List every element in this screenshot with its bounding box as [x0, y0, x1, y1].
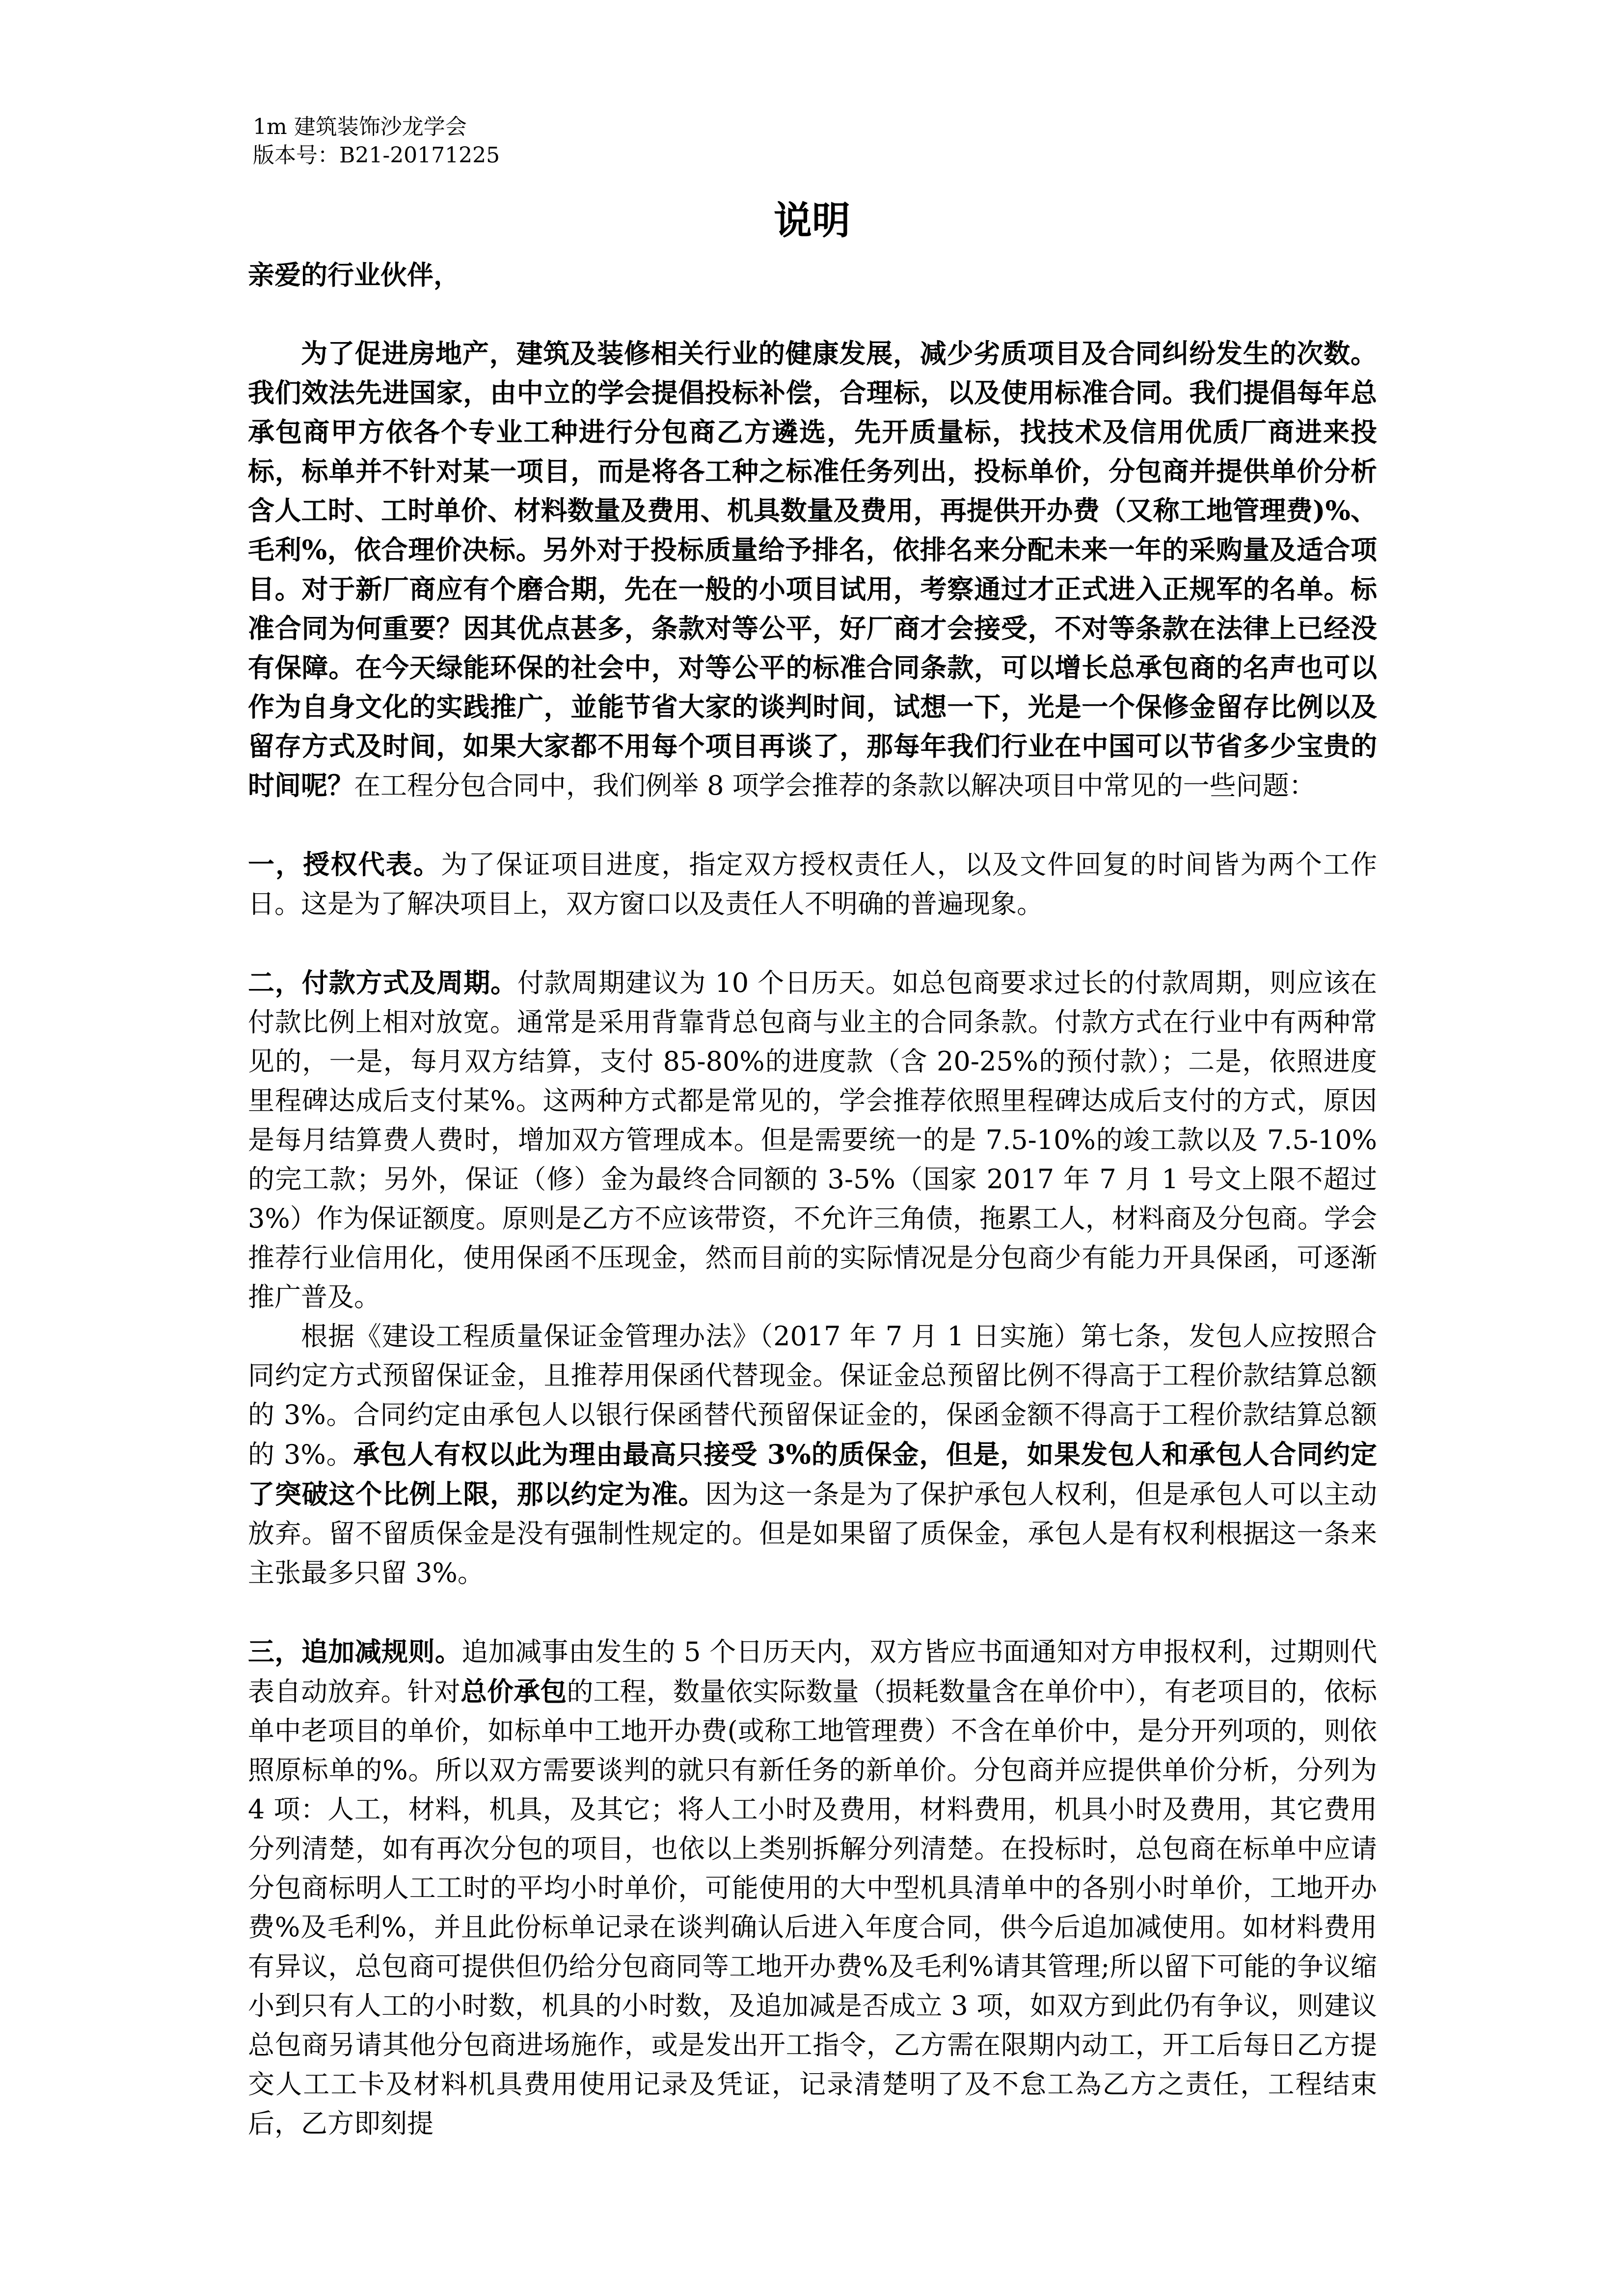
section-text: 的工程，数量依实际数量（损耗数量含在单价中），有老项目的，依标单中老项目的单价，如标单中工地开办费(或称工地管理费）不含在单价中，是分开列项的，则依照原标单的%。所以双方需要谈判的就只有新任务的新单价。分包商并应提供单价分析，分列为 4 项：人工，材料，机具，及其它；将人工小时及费用，材料费用，机具小时及费用，其它费用分列清楚，如有再次分包的项目，也依以上类别拆解分列清楚。在投标时，总包商在标单中应请分包商标明人工工时的平均小时单价，可能使用的大中型机具清单中的各别小时单价，工地开办费%及毛利%，并且此份标单记录在谈判确认后进入年度合同，供今后追加减使用。如材料费用有异议，总包商可提供但仍给分包商同等工地开办费%及毛利%请其管理;所以留下可能的争议缩小到只有人工的小时数，机具的小时数，及追加减是否成立 3 项，如双方到此仍有争议，则建议总包商另请其他分包商进场施作，或是发出开工指令，乙方需在限期内动工，开工后每日乙方提交人工工卡及材料机具费用使用记录及凭证，记录清楚明了及不怠工為乙方之责任，工程结束后，乙方即刻提 — [248, 1676, 1378, 2139]
section-paragraph — [248, 1632, 1377, 2143]
section-heading: 二，付款方式及周期。 — [248, 967, 518, 998]
section-text: 付款周期建议为 10 个日历天。如总包商要求过长的付款周期，则应该在付款比例上相对放宽。通常是采用背靠背总包商与业主的合同条款。付款方式在行业中有两种常见的，一是，每月双方结算，支付 85-80%的进度款（含 20-25%的预付款）；二是，依照进度里程碑达成后支付某%。这两种方式都是常见的，学会推荐依照里程碑达成后支付的方式，原因是每月结算费人费时，增加双方管理成本。但是需要统一的是 7.5-10%的竣工款以及 7.5-10%的完工款；另外，保证（修）金为最终合同额的 3-5%（国家 2017 年 7 月 1 号文上限不超过 3%）作为保证额度。原则是乙方不应该带资，不允许三角债，拖累工人，材料商及分包商。学会推荐行业信用化，使用保函不压现金，然而目前的实际情况是分包商少有能力开具保函，可逐渐推广普及。 — [248, 967, 1377, 1312]
section-paragraph — [248, 963, 1377, 1317]
section-authorized-representative — [248, 845, 1377, 924]
organization-name: 1m 建筑装饰沙龙学会 — [253, 114, 467, 139]
section-heading: 三，追加减规则。 — [248, 1636, 462, 1667]
page-title: 说明 — [773, 198, 850, 243]
document-header — [253, 113, 500, 170]
document-body — [248, 255, 1377, 2143]
intro-plain-text: 在工程分包合同中，我们例举 8 项学会推荐的条款以解决项目中常见的一些问题： — [354, 770, 1316, 801]
section-text: 追加减事由发生的 5 个日历天内，双方皆应书面通知对方申报权利，过期则代表自动放弃。针对 — [248, 1636, 1377, 1707]
section-paragraph-2 — [248, 1317, 1377, 1593]
version-number: 版本号：B21-20171225 — [253, 143, 500, 168]
section-text: 根据《建设工程质量保证金管理办法》（2017 年 7 月 1 日实施）第七条，发包人应按照合同约定方式预留保证金，且推荐用保函代替现金。保证金总预留比例不得高于工程价款结算总额的 3%。合同约定由承包人以银行保函替代预留保证金的，保函金额不得高于工程价款结算总额的 3%。 — [248, 1321, 1377, 1470]
intro-paragraph — [248, 334, 1377, 805]
section-paragraph — [248, 845, 1377, 924]
section-text: 为了保证项目进度，指定双方授权责任人，以及文件回复的时间皆为两个工作日。这是为了解决项目上，双方窗口以及责任人不明确的普遍现象。 — [248, 849, 1378, 919]
section-change-order-rules — [248, 1632, 1377, 2143]
section-heading: 一，授权代表。 — [248, 849, 441, 880]
section-text: 因为这一条是为了保护承包人权利，但是承包人可以主动放弃。留不留质保金是没有强制性规定的。但是如果留了质保金，承包人是有权利根据这一条来主张最多只留 3%。 — [248, 1479, 1378, 1588]
section-bold-text: 承包人有权以此为理由最高只接受 3%的质保金，但是，如果发包人和承包人合同约定了突破这个比例上限，那以约定为准。 — [248, 1439, 1377, 1510]
section-bold-text: 总价承包 — [460, 1676, 567, 1707]
greeting: 亲爱的行业伙伴， — [248, 259, 460, 291]
section-payment-terms — [248, 963, 1377, 1593]
intro-bold-text: 为了促进房地产，建筑及装修相关行业的健康发展，减少劣质项目及合同纠纷发生的次数。我们效法先进国家，由中立的学会提倡投标补偿，合理标，以及使用标准合同。我们提倡每年总承包商甲方依各个专业工种进行分包商乙方遴选，先开质量标，找技术及信用优质厂商进来投标，标单并不针对某一项目，而是将各工种之标准任务列出，投标单价，分包商并提供单价分析含人工时、工时单价、材料数量及费用、机具数量及费用，再提供开办费（又称工地管理费)%、毛利%，依合理价决标。另外对于投标质量给予排名，依排名来分配未来一年的采购量及适合项目。对于新厂商应有个磨合期，先在一般的小项目试用，考察通过才正式进入正规军的名单。标准合同为何重要？因其优点甚多，条款对等公平，好厂商才会接受，不对等条款在法律上已经没有保障。在今天绿能环保的社会中，对等公平的标准合同条款，可以增长总承包商的名声也可以作为自身文化的实践推广，並能节省大家的谈判时间，试想一下，光是一个保修金留存比例以及留存方式及时间，如果大家都不用每个项目再谈了，那每年我们行业在中国可以节省多少宝贵的时间呢？ — [248, 338, 1377, 801]
